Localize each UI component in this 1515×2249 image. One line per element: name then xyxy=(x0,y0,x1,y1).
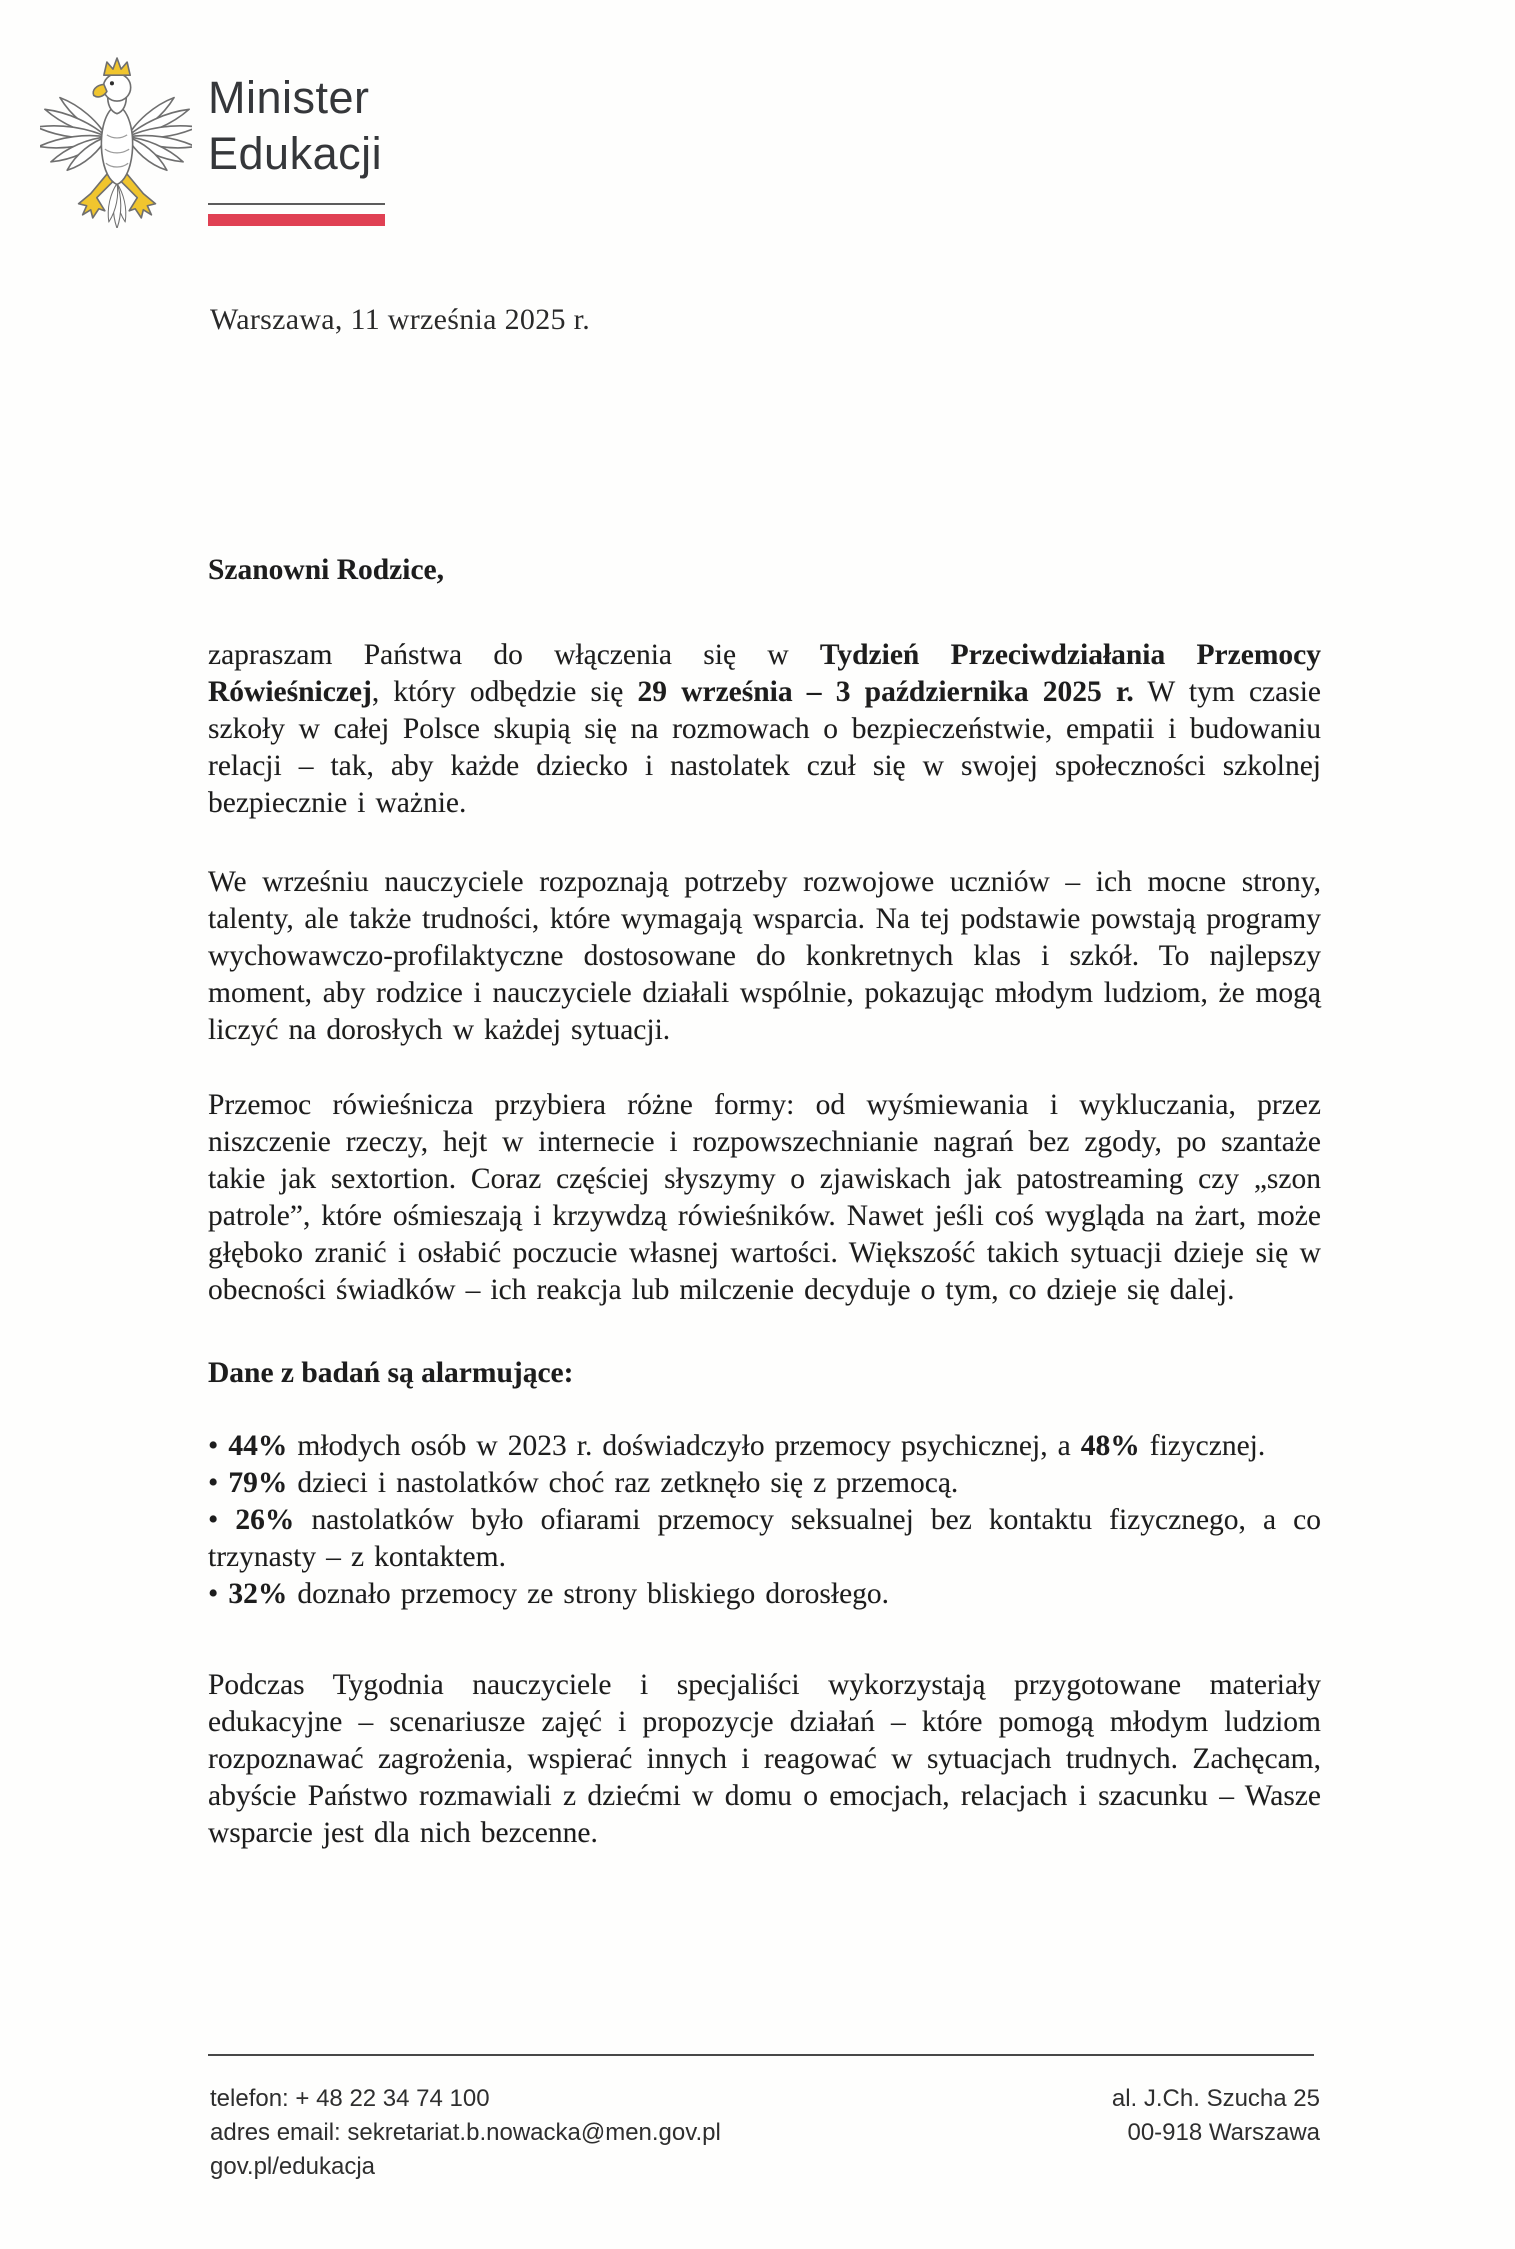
ministry-name-line2: Edukacji xyxy=(208,128,383,179)
paragraph-violence-forms: Przemoc rówieśnicza przybiera różne formy: od wyśmiewania i wykluczania, przez niszczenie rzeczy, hejt w internecie i rozpowszechnianie nagrań bez zgody, po szantaże takie jak sextortion. Coraz częściej słyszymy o zjawiskach jak patostreaming czy „szon patrole”, które ośmieszają i krzywdzą rówieśników. Nawet jeśli coś wygląda na żart, może głęboko zranić i osłabić poczucie własnej wartości. Większość takich sytuacji dzieje się w obecności świadków – ich reakcja lub milczenie decyduje o tym, co dzieje się dalej. xyxy=(208,1089,1321,1306)
letterhead-divider-line xyxy=(208,203,385,205)
letterhead-red-bar xyxy=(208,214,385,226)
dateline: Warszawa, 11 września 2025 r. xyxy=(210,303,591,336)
stats-heading: Dane z badań są alarmujące: xyxy=(208,1357,574,1389)
footer xyxy=(210,2082,1320,2184)
footer-address-line2: 00-918 Warszawa xyxy=(1127,2119,1320,2146)
paragraph-closing: Podczas Tygodnia nauczyciele i specjaliści wykorzystają przygotowane materiały edukacyjne – scenariusze zajęć i propozycje działań – które pomogą młodym ludziom rozpoznawać zagrożenia, wspierać innych i reagować w sytuacjach trudnych. Zachęcam, abyście Państwo rozmawiali z dziećmi w domu o emocjach, relacjach i szacunku – Wasze wsparcie jest dla nich bezcenne. xyxy=(208,1669,1321,1849)
stat-bullet-adult-violence: • 32% doznało przemocy ze strony bliskiego dorosłego. xyxy=(208,1578,890,1610)
footer-address-block xyxy=(1112,2082,1320,2184)
footer-address-line1: al. J.Ch. Szucha 25 xyxy=(1111,2085,1320,2112)
stat-bullet-any-violence: • 79% dzieci i nastolatków choć raz zetknęło się z przemocą. xyxy=(208,1467,959,1499)
polish-eagle-emblem-icon xyxy=(40,56,192,228)
footer-phone: telefon: + 48 22 34 74 100 xyxy=(210,2085,490,2112)
ministry-brand-text xyxy=(208,70,382,182)
paragraph-invitation: zapraszam Państwa do włączenia się w Tydzień Przeciwdziałania Przemocy Rówieśniczej, który odbędzie się 29 września – 3 października 2025 r. W tym czasie szkoły w całej Polsce skupią się na rozmowach o bezpieczeństwie, empatii i budowaniu relacji – tak, aby każde dziecko i nastolatek czuł się w swojej społeczności szkolnej bezpiecznie i ważnie. xyxy=(208,639,1322,819)
stat-bullet-psychological: • 44% młodych osób w 2023 r. doświadczyło przemocy psychicznej, a 48% fizycznej. xyxy=(208,1430,1266,1462)
stats-bullet-list xyxy=(208,1428,1321,1613)
stat-bullet-sexual-violence: • 26% nastolatków było ofiarami przemocy seksualnej bez kontaktu fizycznego, a co trzynasty – z kontaktem. xyxy=(208,1504,1321,1573)
salutation: Szanowni Rodzice, xyxy=(208,554,444,586)
footer-email: adres email: sekretariat.b.nowacka@men.gov.pl xyxy=(210,2119,721,2146)
footer-website: gov.pl/edukacja xyxy=(210,2153,375,2180)
paragraph-september-activities: We wrześniu nauczyciele rozpoznają potrzeby rozwojowe uczniów – ich mocne strony, talenty, ale także trudności, które wymagają wsparcia. Na tej podstawie powstają programy wychowawczo-profilaktyczne dostosowane do konkretnych klas i szkół. To najlepszy moment, aby rodzice i nauczyciele działali wspólnie, pokazując młodym ludziom, że mogą liczyć na dorosłych w każdej sytuacji. xyxy=(208,866,1321,1046)
footer-contact-block xyxy=(210,2082,721,2184)
footer-divider-line xyxy=(208,2054,1314,2056)
ministry-name-line1: Minister xyxy=(208,72,370,123)
letter-body xyxy=(208,552,1321,1852)
